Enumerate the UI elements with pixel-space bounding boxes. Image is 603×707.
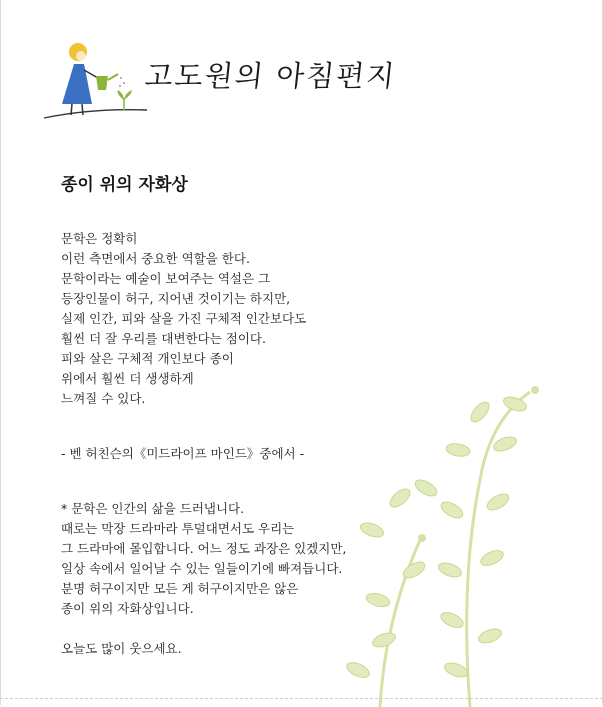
logo xyxy=(42,38,422,128)
quote-line: 문학이라는 예술이 보여주는 역설은 그 xyxy=(61,271,271,286)
quote-source: - 벤 허친슨의《미드라이프 마인드》중에서 - xyxy=(61,446,305,461)
comment-line: 그 드라마에 몰입합니다. 어느 정도 과장은 있겠지만, xyxy=(61,541,347,556)
quote-line: 실제 인간, 피와 살을 가진 구체적 인간보다도 xyxy=(61,311,307,326)
article-body xyxy=(61,229,541,659)
gardener-illustration-icon xyxy=(42,38,152,128)
quote-line: 이런 측면에서 중요한 역할을 한다. xyxy=(61,251,250,266)
article-title: 종이 위의 자화상 xyxy=(61,175,188,195)
quote-line: 피와 살은 구체적 개인보다 종이 xyxy=(61,351,234,366)
quote-line: 훨씬 더 잘 우리를 대변한다는 점이다. xyxy=(61,331,266,346)
comment-line: 때로는 막장 드라마라 투덜대면서도 우리는 xyxy=(61,521,295,536)
comment-line: 일상 속에서 일어날 수 있는 일들이기에 빠져듭니다. xyxy=(61,561,343,576)
quote-line: 위에서 훨씬 더 생생하게 xyxy=(61,371,194,386)
comment-line: 분명 허구이지만 모든 게 허구이지만은 않은 xyxy=(61,581,299,596)
closing-line: 오늘도 많이 웃으세요. xyxy=(61,641,182,656)
bottom-divider xyxy=(0,698,603,699)
comment-line: * 문학은 인간의 삶을 드러냅니다. xyxy=(61,501,245,516)
quote-line: 느껴질 수 있다. xyxy=(61,391,146,406)
logo-text: 고도원의 아침편지 xyxy=(143,59,398,93)
quote-line: 등장인물이 허구, 지어낸 것이기는 하지만, xyxy=(61,291,291,306)
comment-line: 종이 위의 자화상입니다. xyxy=(61,601,194,616)
quote-line: 문학은 정확히 xyxy=(61,231,138,246)
